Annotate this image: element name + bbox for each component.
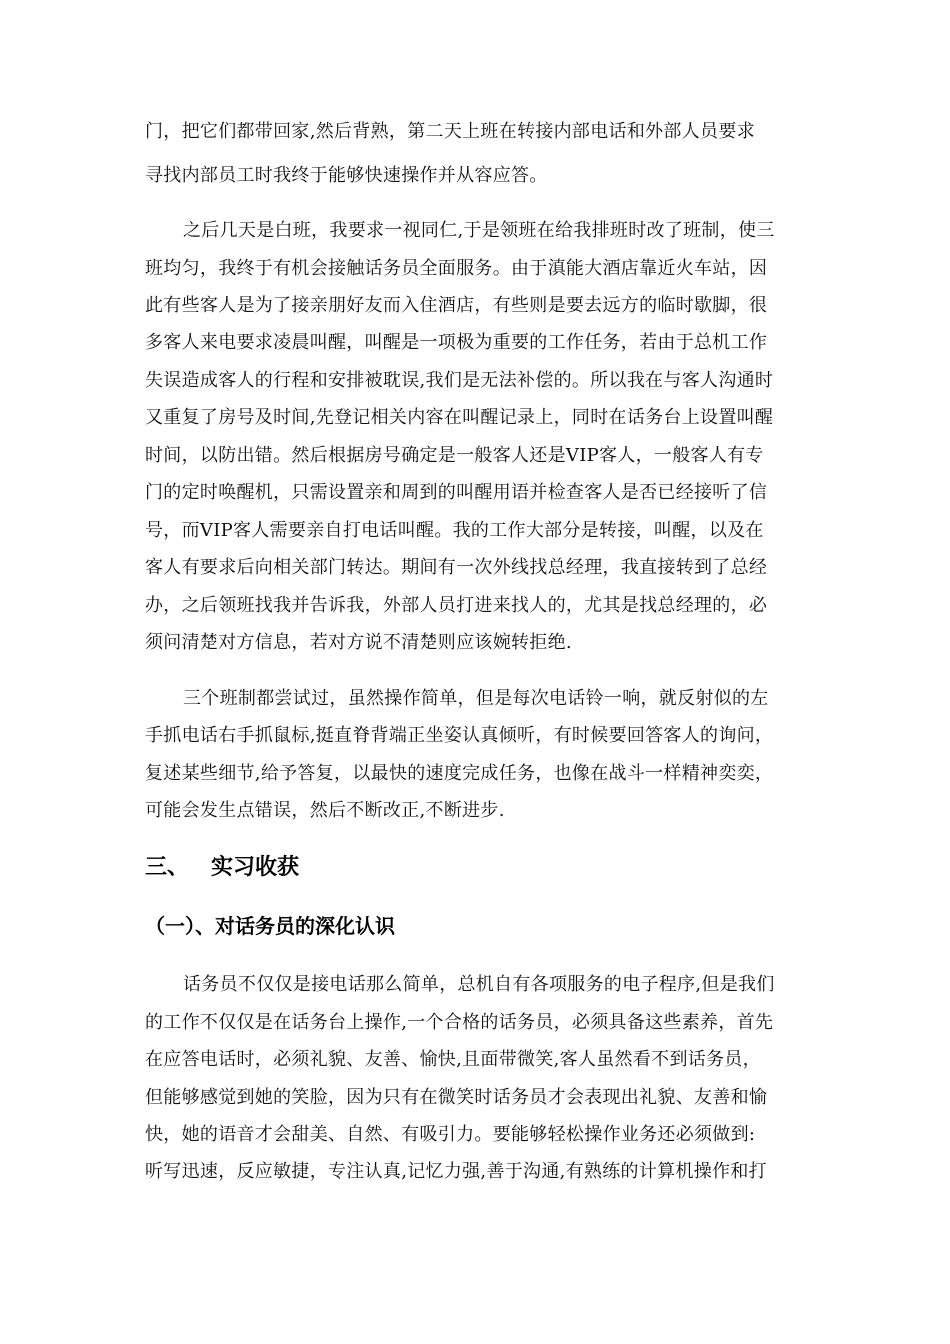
paragraph-line: 班均匀，我终于有机会接触话务员全面服务。由于滇能大酒店靠近火车站，因 — [145, 258, 768, 279]
paragraph-line: 快，她的语音才会甜美、自然、有吸引力。要能够轻松操作业务还必须做到: — [145, 1124, 756, 1145]
paragraph-line: 寻找内部员工时我终于能够快速操作并从容应答。 — [145, 165, 548, 186]
paragraph-line: 在应答电话时，必须礼貌、友善、愉快,且面带微笑,客人虽然看不到话务员， — [145, 1049, 761, 1070]
paragraph-line: 但能够感觉到她的笑脸，因为只有在微笑时话务员才会表现出礼貌、友善和愉 — [145, 1087, 768, 1108]
paragraph-line: 多客人来电要求凌晨叫醒，叫醒是一项极为重要的工作任务，若由于总机工作 — [145, 332, 768, 353]
section-heading — [145, 851, 299, 885]
paragraph-line: 之后几天是白班，我要求一视同仁,于是领班在给我排班时改了班制，使三 — [183, 220, 775, 241]
paragraph-line: 此有些客人是为了接亲朋好友而入住酒店，有些则是要去远方的临时歇脚，很 — [145, 295, 768, 316]
paragraph-line: 复述某些细节,给予答复，以最快的速度完成任务，也像在战斗一样精神奕奕， — [145, 763, 774, 784]
paragraph-line: 失误造成客人的行程和安排被耽误,我们是无法补偿的。所以我在与客人沟通时 — [145, 370, 774, 391]
paragraph-line: 听写迅速，反应敏捷，专注认真,记忆力强,善于沟通,有熟练的计算机操作和打 — [145, 1161, 767, 1182]
paragraph-line: 话务员不仅仅是接电话那么简单，总机自有各项服务的电子程序,但是我们 — [183, 974, 775, 995]
paragraph-line: 三个班制都尝试过，虽然操作简单，但是每次电话铃一响，就反射似的左 — [183, 688, 769, 709]
paragraph-line: 时间，以防出错。然后根据房号确定是一般客人还是VIP客人，一般客人有专 — [145, 445, 764, 466]
paragraph-line: 号，而VIP客人需要亲自打电话叫醒。我的工作大部分是转接，叫醒，以及在 — [145, 520, 764, 541]
paragraph-line: 门的定时唤醒机，只需设置亲和周到的叫醒用语并检查客人是否已经接听了信 — [145, 482, 768, 503]
paragraph-line: 办，之后领班找我并告诉我，外部人员打进来找人的，尤其是找总经理的，必 — [145, 595, 768, 616]
paragraph-line: 客人有要求后向相关部门转达。期间有一次外线找总经理，我直接转到了总经 — [145, 557, 768, 578]
paragraph-line: 可能会发生点错误，然后不断改正,不断进步. — [145, 800, 505, 821]
paragraph-line: 须问清楚对方信息，若对方说不清楚则应该婉转拒绝. — [145, 632, 572, 653]
paragraph-line: 又重复了房号及时间,先登记相关内容在叫醒记录上，同时在话务台上设置叫醒 — [145, 407, 774, 428]
section-number: 三、 — [145, 855, 190, 880]
paragraph-line: 的工作不仅仅是在话务台上操作,一个合格的话务员，必须具备这些素养，首先 — [145, 1012, 774, 1033]
paragraph-line: 手抓电话右手抓鼠标,挺直脊背端正坐姿认真倾听，有时候要回答客人的询问， — [145, 725, 774, 746]
paragraph-line: 门，把它们都带回家,然后背熟，第二天上班在转接内部电话和外部人员要求 — [145, 121, 755, 142]
subsection-heading: （一）、对话务员的深化认识 — [145, 914, 395, 938]
section-title: 实习收获 — [211, 855, 300, 880]
